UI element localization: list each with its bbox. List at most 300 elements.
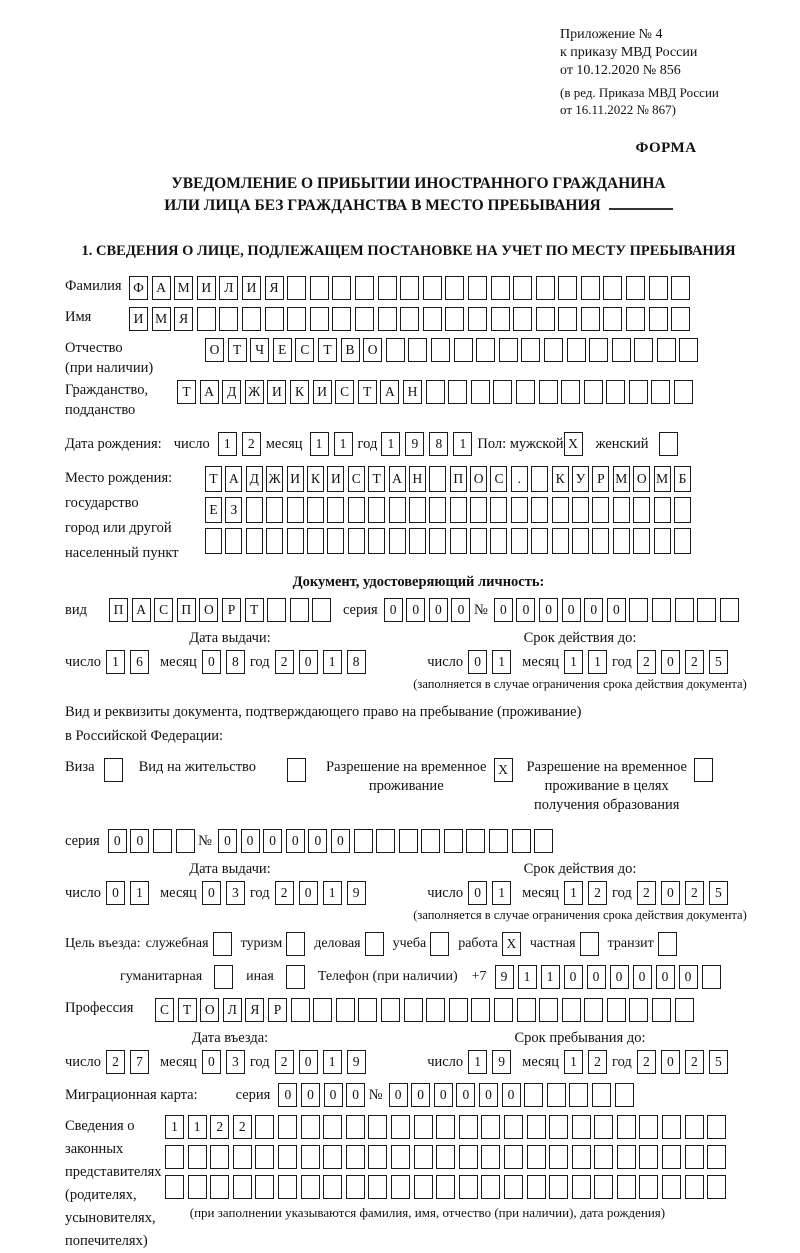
char-box[interactable] <box>391 1115 410 1139</box>
char-box[interactable] <box>354 829 373 853</box>
char-box[interactable]: У <box>572 466 589 492</box>
char-box[interactable] <box>544 338 563 362</box>
char-box[interactable] <box>459 1175 478 1199</box>
char-box[interactable]: Е <box>273 338 292 362</box>
char-box[interactable] <box>491 307 510 331</box>
char-box[interactable] <box>471 380 490 404</box>
char-box[interactable] <box>707 1145 726 1169</box>
char-box[interactable]: О <box>200 998 219 1022</box>
char-box[interactable] <box>278 1145 297 1169</box>
char-box[interactable] <box>581 307 600 331</box>
char-box[interactable] <box>355 276 374 300</box>
char-box[interactable] <box>468 276 487 300</box>
char-box[interactable] <box>233 1145 252 1169</box>
char-box[interactable] <box>323 1115 342 1139</box>
char-box[interactable]: 0 <box>584 598 603 622</box>
char-box[interactable] <box>607 998 626 1022</box>
char-box[interactable] <box>652 998 671 1022</box>
char-box[interactable] <box>381 998 400 1022</box>
char-box[interactable]: 1 <box>453 432 472 456</box>
char-box[interactable]: 0 <box>331 829 350 853</box>
char-box[interactable] <box>368 1145 387 1169</box>
char-box[interactable] <box>592 528 609 554</box>
char-box[interactable] <box>612 338 631 362</box>
char-box[interactable] <box>301 1175 320 1199</box>
char-box[interactable]: 0 <box>587 965 606 989</box>
char-box[interactable] <box>255 1115 274 1139</box>
char-box[interactable] <box>617 1145 636 1169</box>
char-box[interactable]: 1 <box>492 650 511 674</box>
char-box[interactable] <box>233 1175 252 1199</box>
char-box[interactable]: 2 <box>637 1050 656 1074</box>
char-box[interactable] <box>213 932 232 956</box>
char-box[interactable]: 0 <box>218 829 237 853</box>
char-box[interactable] <box>450 497 467 523</box>
char-box[interactable]: Т <box>358 380 377 404</box>
char-box[interactable]: 0 <box>679 965 698 989</box>
char-box[interactable] <box>707 1115 726 1139</box>
char-box[interactable] <box>481 1115 500 1139</box>
char-box[interactable] <box>580 932 599 956</box>
char-box[interactable] <box>489 829 508 853</box>
char-box[interactable] <box>436 1115 455 1139</box>
char-box[interactable] <box>291 998 310 1022</box>
char-box[interactable]: 0 <box>286 829 305 853</box>
char-box[interactable]: Д <box>222 380 241 404</box>
char-box[interactable] <box>470 497 487 523</box>
char-box[interactable]: Ж <box>266 466 283 492</box>
char-box[interactable]: 9 <box>492 1050 511 1074</box>
char-box[interactable]: 0 <box>494 598 513 622</box>
char-box[interactable] <box>310 307 329 331</box>
char-box[interactable] <box>567 338 586 362</box>
char-box[interactable]: 1 <box>218 432 237 456</box>
char-box[interactable] <box>539 380 558 404</box>
char-box[interactable] <box>436 1145 455 1169</box>
char-box[interactable]: О <box>633 466 650 492</box>
char-box[interactable] <box>368 1115 387 1139</box>
char-box[interactable] <box>386 338 405 362</box>
char-box[interactable] <box>327 528 344 554</box>
char-box[interactable]: 1 <box>310 432 329 456</box>
char-box[interactable]: И <box>242 276 261 300</box>
char-box[interactable]: Ч <box>250 338 269 362</box>
char-box[interactable]: П <box>177 598 196 622</box>
char-box[interactable] <box>675 598 694 622</box>
char-box[interactable]: Я <box>245 998 264 1022</box>
char-box[interactable] <box>617 1175 636 1199</box>
char-box[interactable]: О <box>363 338 382 362</box>
char-box[interactable]: 0 <box>607 598 626 622</box>
char-box[interactable] <box>287 307 306 331</box>
char-box[interactable] <box>513 276 532 300</box>
char-box[interactable]: 0 <box>562 598 581 622</box>
char-box[interactable]: 5 <box>709 881 728 905</box>
char-box[interactable]: Т <box>318 338 337 362</box>
char-box[interactable] <box>584 998 603 1022</box>
char-box[interactable] <box>242 307 261 331</box>
char-box[interactable] <box>188 1145 207 1169</box>
char-box[interactable] <box>613 497 630 523</box>
char-box[interactable] <box>504 1115 523 1139</box>
char-box[interactable] <box>336 998 355 1022</box>
char-box[interactable] <box>549 1145 568 1169</box>
char-box[interactable] <box>346 1145 365 1169</box>
char-box[interactable]: О <box>470 466 487 492</box>
char-box[interactable]: 0 <box>502 1083 521 1107</box>
char-box[interactable] <box>629 380 648 404</box>
char-box[interactable] <box>572 528 589 554</box>
char-box[interactable] <box>404 998 423 1022</box>
char-box[interactable]: X <box>502 932 521 956</box>
char-box[interactable] <box>662 1175 681 1199</box>
char-box[interactable] <box>521 338 540 362</box>
char-box[interactable]: 0 <box>324 1083 343 1107</box>
char-box[interactable]: 0 <box>456 1083 475 1107</box>
char-box[interactable] <box>531 528 548 554</box>
char-box[interactable]: П <box>450 466 467 492</box>
char-box[interactable]: 0 <box>299 650 318 674</box>
char-box[interactable] <box>310 276 329 300</box>
char-box[interactable] <box>436 1175 455 1199</box>
char-box[interactable] <box>365 932 384 956</box>
char-box[interactable] <box>476 338 495 362</box>
char-box[interactable] <box>429 528 446 554</box>
char-box[interactable] <box>720 598 739 622</box>
char-box[interactable]: 2 <box>275 881 294 905</box>
char-box[interactable]: 0 <box>661 650 680 674</box>
char-box[interactable]: Е <box>205 497 222 523</box>
char-box[interactable] <box>323 1145 342 1169</box>
char-box[interactable] <box>685 1175 704 1199</box>
char-box[interactable]: 0 <box>299 1050 318 1074</box>
char-box[interactable] <box>399 829 418 853</box>
char-box[interactable]: Д <box>246 466 263 492</box>
char-box[interactable] <box>572 1145 591 1169</box>
char-box[interactable] <box>662 1115 681 1139</box>
char-box[interactable] <box>603 276 622 300</box>
char-box[interactable] <box>400 307 419 331</box>
char-box[interactable] <box>569 1083 588 1107</box>
char-box[interactable] <box>674 497 691 523</box>
char-box[interactable] <box>225 528 242 554</box>
char-box[interactable] <box>606 380 625 404</box>
char-box[interactable] <box>313 998 332 1022</box>
char-box[interactable] <box>287 497 304 523</box>
char-box[interactable]: X <box>494 758 513 782</box>
char-box[interactable] <box>430 932 449 956</box>
char-box[interactable]: 1 <box>323 650 342 674</box>
char-box[interactable] <box>524 1083 543 1107</box>
char-box[interactable]: 3 <box>226 881 245 905</box>
char-box[interactable]: 0 <box>539 598 558 622</box>
char-box[interactable] <box>355 307 374 331</box>
char-box[interactable]: 1 <box>323 1050 342 1074</box>
char-box[interactable]: И <box>267 380 286 404</box>
char-box[interactable]: 1 <box>564 881 583 905</box>
char-box[interactable] <box>633 528 650 554</box>
char-box[interactable]: И <box>327 466 344 492</box>
char-box[interactable] <box>368 497 385 523</box>
char-box[interactable]: 1 <box>165 1115 184 1139</box>
char-box[interactable]: X <box>564 432 583 456</box>
char-box[interactable]: 0 <box>661 881 680 905</box>
char-box[interactable] <box>389 528 406 554</box>
char-box[interactable]: Т <box>178 998 197 1022</box>
char-box[interactable]: Я <box>265 276 284 300</box>
char-box[interactable] <box>516 380 535 404</box>
char-box[interactable] <box>539 998 558 1022</box>
char-box[interactable] <box>536 307 555 331</box>
char-box[interactable] <box>307 528 324 554</box>
char-box[interactable] <box>287 276 306 300</box>
char-box[interactable]: 2 <box>275 1050 294 1074</box>
char-box[interactable] <box>445 307 464 331</box>
char-box[interactable] <box>629 998 648 1022</box>
char-box[interactable] <box>378 307 397 331</box>
char-box[interactable] <box>468 307 487 331</box>
char-box[interactable]: 5 <box>709 650 728 674</box>
char-box[interactable] <box>301 1145 320 1169</box>
char-box[interactable] <box>104 758 123 782</box>
char-box[interactable]: С <box>154 598 173 622</box>
char-box[interactable]: 8 <box>347 650 366 674</box>
char-box[interactable] <box>414 1145 433 1169</box>
char-box[interactable]: К <box>552 466 569 492</box>
char-box[interactable] <box>332 276 351 300</box>
char-box[interactable]: Б <box>674 466 691 492</box>
char-box[interactable]: П <box>109 598 128 622</box>
char-box[interactable] <box>214 965 233 989</box>
char-box[interactable]: И <box>313 380 332 404</box>
char-box[interactable] <box>205 528 222 554</box>
char-box[interactable] <box>327 497 344 523</box>
char-box[interactable] <box>494 998 513 1022</box>
char-box[interactable] <box>408 338 427 362</box>
char-box[interactable] <box>265 307 284 331</box>
char-box[interactable]: Ф <box>129 276 148 300</box>
char-box[interactable] <box>671 307 690 331</box>
char-box[interactable]: Л <box>219 276 238 300</box>
char-box[interactable]: 2 <box>106 1050 125 1074</box>
char-box[interactable]: С <box>335 380 354 404</box>
char-box[interactable] <box>368 1175 387 1199</box>
char-box[interactable] <box>572 1175 591 1199</box>
char-box[interactable]: М <box>174 276 193 300</box>
char-box[interactable] <box>287 758 306 782</box>
char-box[interactable]: Т <box>368 466 385 492</box>
char-box[interactable]: 1 <box>188 1115 207 1139</box>
char-box[interactable]: 0 <box>406 598 425 622</box>
char-box[interactable]: 6 <box>130 650 149 674</box>
char-box[interactable]: Я <box>174 307 193 331</box>
char-box[interactable] <box>511 497 528 523</box>
char-box[interactable]: С <box>490 466 507 492</box>
char-box[interactable]: А <box>225 466 242 492</box>
char-box[interactable]: 0 <box>106 881 125 905</box>
char-box[interactable] <box>454 338 473 362</box>
char-box[interactable]: З <box>225 497 242 523</box>
char-box[interactable] <box>707 1175 726 1199</box>
char-box[interactable]: С <box>348 466 365 492</box>
char-box[interactable]: 0 <box>429 598 448 622</box>
char-box[interactable] <box>594 1145 613 1169</box>
char-box[interactable] <box>459 1115 478 1139</box>
char-box[interactable] <box>466 829 485 853</box>
char-box[interactable]: 2 <box>233 1115 252 1139</box>
char-box[interactable] <box>697 598 716 622</box>
char-box[interactable]: Р <box>222 598 241 622</box>
char-box[interactable] <box>391 1145 410 1169</box>
char-box[interactable] <box>219 307 238 331</box>
char-box[interactable]: 0 <box>384 598 403 622</box>
char-box[interactable] <box>589 338 608 362</box>
char-box[interactable]: 1 <box>564 1050 583 1074</box>
char-box[interactable] <box>512 829 531 853</box>
char-box[interactable] <box>552 497 569 523</box>
char-box[interactable]: 0 <box>346 1083 365 1107</box>
char-box[interactable] <box>210 1145 229 1169</box>
char-box[interactable] <box>481 1175 500 1199</box>
char-box[interactable] <box>654 528 671 554</box>
char-box[interactable] <box>286 965 305 989</box>
char-box[interactable]: Ж <box>245 380 264 404</box>
char-box[interactable]: В <box>341 338 360 362</box>
char-box[interactable]: Р <box>592 466 609 492</box>
char-box[interactable] <box>649 307 668 331</box>
char-box[interactable] <box>368 528 385 554</box>
char-box[interactable] <box>549 1115 568 1139</box>
char-box[interactable]: Т <box>245 598 264 622</box>
char-box[interactable]: 0 <box>278 1083 297 1107</box>
char-box[interactable]: Н <box>403 380 422 404</box>
char-box[interactable] <box>649 276 668 300</box>
char-box[interactable]: 2 <box>275 650 294 674</box>
char-box[interactable] <box>674 528 691 554</box>
char-box[interactable]: 1 <box>334 432 353 456</box>
char-box[interactable] <box>481 1145 500 1169</box>
char-box[interactable] <box>581 276 600 300</box>
char-box[interactable] <box>414 1115 433 1139</box>
char-box[interactable]: И <box>129 307 148 331</box>
char-box[interactable] <box>267 598 286 622</box>
char-box[interactable]: 1 <box>106 650 125 674</box>
char-box[interactable]: 1 <box>468 1050 487 1074</box>
char-box[interactable]: 9 <box>405 432 424 456</box>
char-box[interactable]: 8 <box>226 650 245 674</box>
char-box[interactable] <box>531 497 548 523</box>
char-box[interactable]: К <box>290 380 309 404</box>
char-box[interactable]: 8 <box>429 432 448 456</box>
char-box[interactable]: 1 <box>323 881 342 905</box>
char-box[interactable] <box>429 497 446 523</box>
char-box[interactable]: О <box>199 598 218 622</box>
char-box[interactable] <box>421 829 440 853</box>
char-box[interactable]: И <box>287 466 304 492</box>
char-box[interactable]: 1 <box>564 650 583 674</box>
char-box[interactable]: 1 <box>518 965 537 989</box>
char-box[interactable] <box>490 528 507 554</box>
char-box[interactable]: Р <box>268 998 287 1022</box>
char-box[interactable]: С <box>295 338 314 362</box>
char-box[interactable] <box>639 1175 658 1199</box>
char-box[interactable] <box>266 497 283 523</box>
char-box[interactable] <box>376 829 395 853</box>
char-box[interactable]: 9 <box>347 1050 366 1074</box>
char-box[interactable] <box>423 307 442 331</box>
char-box[interactable] <box>287 528 304 554</box>
char-box[interactable]: 2 <box>685 1050 704 1074</box>
char-box[interactable]: Л <box>223 998 242 1022</box>
char-box[interactable]: 0 <box>451 598 470 622</box>
char-box[interactable] <box>450 528 467 554</box>
char-box[interactable]: 1 <box>588 650 607 674</box>
char-box[interactable] <box>307 497 324 523</box>
char-box[interactable]: 2 <box>588 881 607 905</box>
char-box[interactable] <box>531 466 548 492</box>
char-box[interactable]: Т <box>205 466 222 492</box>
char-box[interactable]: 0 <box>108 829 127 853</box>
char-box[interactable] <box>547 1083 566 1107</box>
char-box[interactable] <box>639 1145 658 1169</box>
char-box[interactable]: 0 <box>202 881 221 905</box>
char-box[interactable] <box>278 1175 297 1199</box>
char-box[interactable]: Т <box>177 380 196 404</box>
char-box[interactable]: 1 <box>492 881 511 905</box>
char-box[interactable] <box>685 1145 704 1169</box>
char-box[interactable] <box>652 598 671 622</box>
char-box[interactable] <box>613 528 630 554</box>
char-box[interactable] <box>659 432 678 456</box>
char-box[interactable] <box>549 1175 568 1199</box>
char-box[interactable] <box>165 1145 184 1169</box>
char-box[interactable]: 2 <box>637 881 656 905</box>
char-box[interactable]: 5 <box>709 1050 728 1074</box>
char-box[interactable] <box>674 380 693 404</box>
char-box[interactable] <box>679 338 698 362</box>
char-box[interactable] <box>348 528 365 554</box>
char-box[interactable] <box>409 528 426 554</box>
char-box[interactable] <box>301 1115 320 1139</box>
char-box[interactable]: 0 <box>301 1083 320 1107</box>
char-box[interactable] <box>332 307 351 331</box>
char-box[interactable] <box>448 380 467 404</box>
char-box[interactable] <box>504 1175 523 1199</box>
char-box[interactable]: 0 <box>661 1050 680 1074</box>
char-box[interactable] <box>603 307 622 331</box>
char-box[interactable] <box>562 998 581 1022</box>
char-box[interactable]: 0 <box>468 650 487 674</box>
char-box[interactable] <box>658 932 677 956</box>
char-box[interactable] <box>286 932 305 956</box>
char-box[interactable]: Т <box>228 338 247 362</box>
char-box[interactable]: 0 <box>130 829 149 853</box>
char-box[interactable] <box>558 307 577 331</box>
char-box[interactable] <box>499 338 518 362</box>
char-box[interactable]: 0 <box>516 598 535 622</box>
char-box[interactable]: С <box>155 998 174 1022</box>
char-box[interactable] <box>290 598 309 622</box>
char-box[interactable] <box>471 998 490 1022</box>
char-box[interactable] <box>431 338 450 362</box>
char-box[interactable] <box>685 1115 704 1139</box>
char-box[interactable]: Н <box>409 466 426 492</box>
char-box[interactable]: 0 <box>434 1083 453 1107</box>
char-box[interactable] <box>552 528 569 554</box>
char-box[interactable]: 2 <box>685 650 704 674</box>
char-box[interactable] <box>561 380 580 404</box>
char-box[interactable]: К <box>307 466 324 492</box>
